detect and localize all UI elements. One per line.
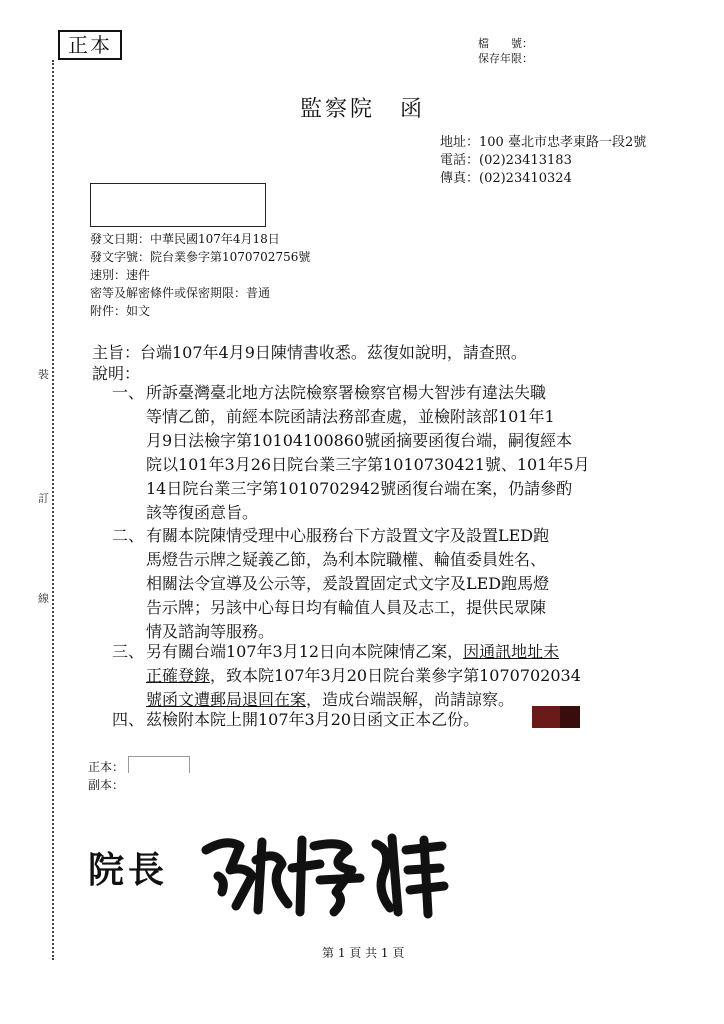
underlined-segment: 正確登錄: [146, 666, 211, 685]
item-text: [146, 640, 642, 712]
original-copy-stamp: 正本: [58, 30, 122, 60]
address-line: 地址：100 臺北市忠孝東路一段2號: [440, 135, 647, 150]
phone-line: 電話：(02)23413183: [440, 153, 572, 168]
item-line: 等情乙節，前經本院函請法務部查處，並檢附該部101年1: [146, 407, 555, 426]
item-number: 一、: [112, 383, 145, 402]
item-line: 所訴臺灣臺北地方法院檢察署檢察官楊大智涉有違法失職: [146, 383, 547, 402]
item-line: 月9日法檢字第10104100860號函摘要函復台端，嗣復經本: [146, 431, 573, 450]
fax-line: 傳真：(02)23410324: [440, 171, 572, 186]
file-info: [478, 36, 533, 66]
document-number: 發文字號：院台業參字第1070702756號: [90, 250, 311, 264]
retention-label: 保存年限：: [478, 52, 533, 65]
document-title: 監察院 函: [300, 97, 426, 122]
issue-date: 發文日期：中華民國107年4月18日: [90, 232, 280, 246]
page-footer: 第 1 頁 共 1 頁: [322, 946, 405, 960]
underlined-segment: 號函文遭郵局退回在案: [146, 690, 307, 709]
item-text: [146, 381, 642, 525]
item-line: [146, 664, 642, 688]
underlined-segment: 因通訊地址未: [463, 642, 560, 661]
item-text: [146, 524, 642, 644]
item-line: 該等復函意旨。: [146, 503, 259, 522]
file-no-label: 檔 號：: [478, 37, 533, 50]
item-line: 茲檢附本院上開107年3月20日函文正本乙份。: [146, 710, 480, 729]
text-segment: ，造成台端誤解，尚請諒察。: [306, 690, 515, 709]
item-line: 有關本院陳情受理中心服務台下方設置文字及設置LED跑: [146, 526, 550, 545]
distribution-list: [88, 758, 124, 794]
president-label: 院長: [88, 849, 169, 891]
delivery-speed: 速別：速件: [90, 268, 151, 282]
sender-address-block: [440, 134, 646, 188]
original-recipient-label: 正本：: [88, 760, 125, 774]
subject-line: 主旨：台端107年4月9日陳情書收悉。茲復如說明，請查照。: [92, 343, 527, 362]
binding-dotted-line: [52, 60, 54, 960]
item-line: 告示牌；另該中心每日均有輪值人員及志工，提供民眾陳: [146, 598, 547, 617]
item-line: 14日院台業三字第1010702942號函復台端在案，仍請參酌: [146, 479, 573, 498]
recipient-box: [128, 756, 190, 773]
document-meta: [90, 230, 310, 320]
secrecy-level: 密等及解密條件或保密期限：普通: [90, 286, 271, 300]
binding-mark-xian: 線: [38, 592, 49, 605]
attachment: 附件：如文: [90, 304, 151, 318]
official-seal-icon: [560, 706, 580, 728]
copy-recipient-label: 副本：: [88, 778, 125, 792]
handwritten-signature-icon: [196, 820, 456, 920]
binding-mark-zhuang: 裝: [38, 368, 49, 381]
binding-mark-ding: 訂: [38, 492, 49, 505]
item-line: 院以101年3月26日院台業三字第1010730421號、101年5月: [146, 455, 590, 474]
item-line: 情及諮詢等服務。: [146, 622, 275, 641]
item-line: 相關法令宣導及公示等，爰設置固定式文字及LED跑馬燈: [146, 574, 550, 593]
text-segment: ，致本院107年3月20日院台業參字第1070702034: [210, 666, 581, 685]
item-number: 三、: [112, 642, 145, 661]
item-line: 馬燈告示牌之疑義乙節，為利本院職權、輪值委員姓名、: [146, 550, 547, 569]
redacted-recipient-box: [90, 183, 266, 227]
item-number: 四、: [112, 710, 145, 729]
explanation-label: 說明：: [92, 364, 141, 383]
item-number: 二、: [112, 526, 145, 545]
text-segment: 另有關台端107年3月12日向本院陳情乙案，: [146, 642, 464, 661]
item-line: [146, 640, 642, 664]
